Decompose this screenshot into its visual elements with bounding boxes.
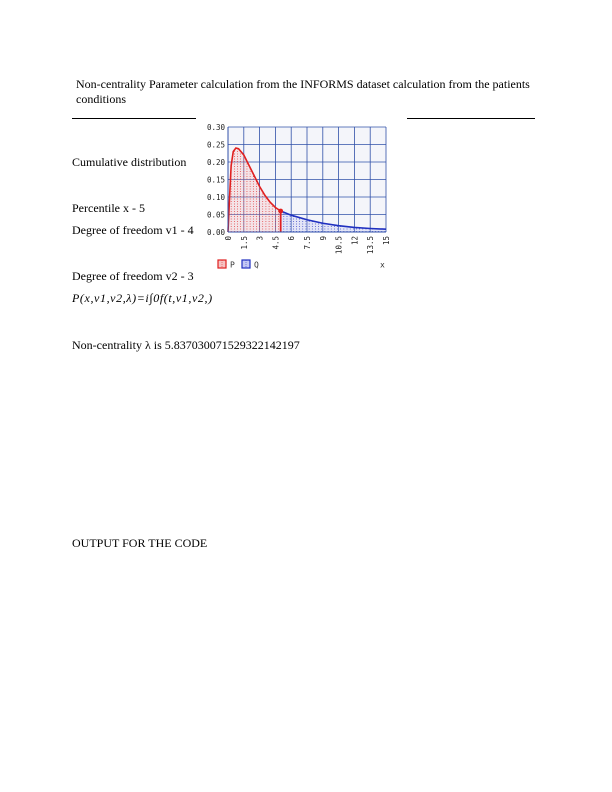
dof-v2-label: Degree of freedom v2 - 3 [72, 269, 194, 283]
x-tick-label: 9 [318, 236, 328, 241]
legend-label-q: Q [254, 260, 259, 270]
split-point [278, 209, 283, 214]
dof-v1-label: Degree of freedom v1 - 4 [72, 223, 194, 237]
y-tick-label: 0.25 [206, 140, 225, 150]
x-tick-label: 6 [287, 236, 297, 241]
divider-right [407, 118, 535, 119]
distribution-chart [200, 118, 400, 278]
percentile-label: Percentile x - 5 [72, 201, 145, 215]
x-axis-label: x [380, 260, 385, 270]
x-tick-label: 13.5 [366, 236, 376, 255]
x-tick-label: 10.5 [334, 236, 344, 255]
x-tick-label: 0 [224, 236, 233, 241]
formula: P(x,v1,v2,λ)=i∫0f(t,v1,v2,) [72, 291, 213, 305]
y-tick-label: 0.30 [206, 123, 225, 132]
y-tick-label: 0.15 [206, 175, 225, 185]
y-tick-label: 0.00 [206, 228, 225, 237]
document-title: Non-centrality Parameter calculation from the INFORMS dataset calculation from the patients conditions [76, 77, 530, 106]
legend-label-p: P [230, 260, 235, 270]
x-tick-label: 1.5 [239, 236, 249, 250]
x-tick-label: 12 [350, 236, 360, 246]
x-tick-label: 4.5 [271, 236, 281, 250]
y-tick-label: 0.10 [206, 193, 225, 202]
x-tick-label: 15 [382, 236, 391, 246]
x-tick-label: 3 [255, 236, 265, 241]
cumulative-distribution-label: Cumulative distribution [72, 155, 187, 169]
y-tick-label: 0.05 [206, 210, 225, 220]
x-tick-label: 7.5 [303, 236, 312, 250]
divider-left [72, 118, 196, 119]
y-tick-label: 0.20 [206, 158, 225, 167]
noncentrality-result: Non-centrality λ is 5.837030071529322142197 [72, 338, 300, 352]
chart-canvas [200, 118, 400, 278]
output-heading: OUTPUT FOR THE CODE [72, 536, 208, 550]
